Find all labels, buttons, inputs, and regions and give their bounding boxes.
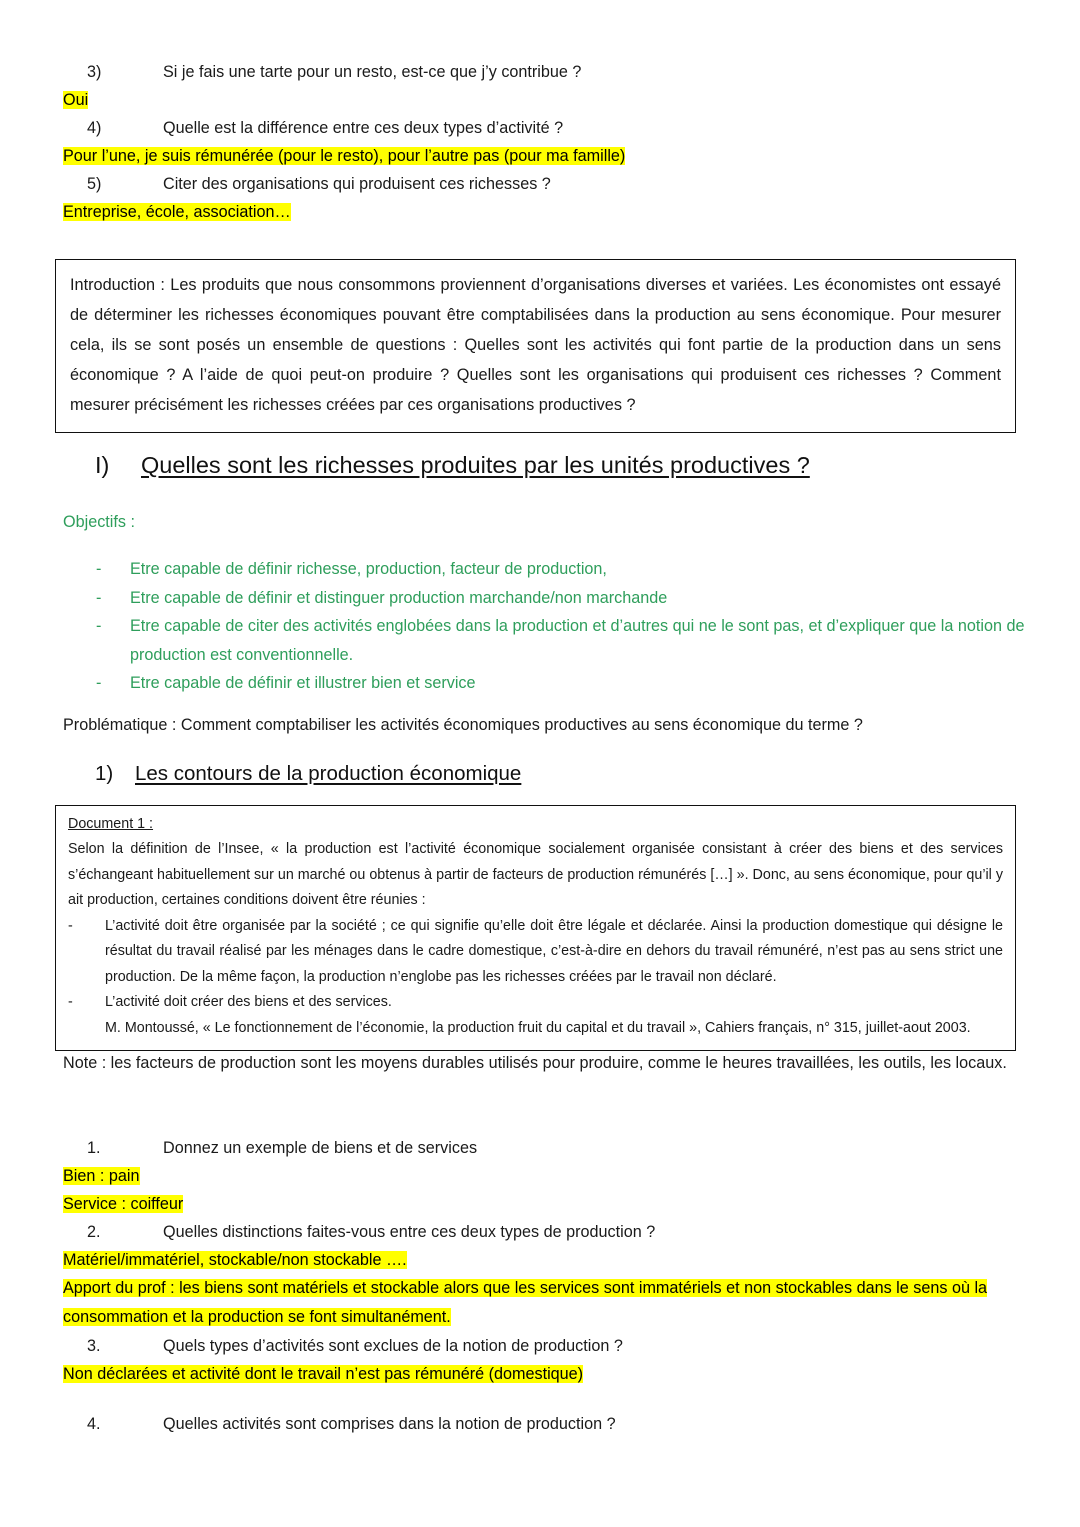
- section-heading-1-title: Quelles sont les richesses produites par les unités productives ?: [141, 452, 810, 478]
- exercise-answer-1-line-1-text: Bien : pain: [63, 1167, 140, 1185]
- exercise-answer-3: [63, 1360, 1023, 1388]
- question-3: [63, 58, 1023, 86]
- section-heading-1: [95, 450, 810, 480]
- subsection-heading-1-title: Les contours de la production économique: [135, 762, 522, 785]
- exercise-question-1: [63, 1134, 1023, 1162]
- exercises-block: [63, 1134, 1023, 1438]
- exercise-question-3: [63, 1332, 1023, 1360]
- document-1-source: M. Montoussé, « Le fonctionnement de l’économie, la production fruit du capital et du travail », Cahiers français, n° 315, juillet-aout 2003.: [105, 1019, 971, 1036]
- objectif-item: - Etre capable de définir et distinguer production marchande/non marchande: [96, 584, 1026, 613]
- problematique-line: Problématique : Comment comptabiliser les activités économiques productives au sens économique du terme ?: [63, 716, 863, 734]
- note-paragraph: Note : les facteurs de production sont les moyens durables utilisés pour produire, comme le heures travaillées, les outils, les locaux.: [63, 1054, 1007, 1072]
- question-4: [63, 114, 1023, 142]
- exercise-answer-3-text: Non déclarées et activité dont le travail n’est pas rémunéré (domestique): [63, 1365, 584, 1383]
- exercise-question-2-text: Quelles distinctions faites-vous entre ces deux types de production ?: [163, 1223, 656, 1241]
- answer-3-text: Oui: [63, 91, 89, 109]
- document-1-box: [55, 805, 1016, 1051]
- question-5-text: Citer des organisations qui produisent ces richesses ?: [163, 175, 551, 193]
- question-3-number: 3): [87, 63, 102, 81]
- exercise-answer-2-line-2-text: Apport du prof : les biens sont matériels et stockable alors que les services sont immatériels et non stockables dans le sens où la consommation et la production se font simultanément.: [63, 1279, 988, 1326]
- objectifs-list: [96, 555, 1026, 698]
- answer-5: [63, 198, 1023, 226]
- subsection-heading-1: [95, 760, 521, 788]
- exercise-answer-2-line-1-text: Matériel/immatériel, stockable/non stockable ….: [63, 1251, 407, 1269]
- objectif-item: - Etre capable de définir et illustrer bien et service: [96, 669, 1026, 698]
- answer-5-text: Entreprise, école, association…: [63, 203, 291, 221]
- introduction-text: Introduction : Les produits que nous consommons proviennent d’organisations diverses et variées. Les économistes ont essayé de déterminer les richesses économiques pouvant être comptabilisées dans la production au sens économique. Pour mesurer cela, ils se sont posés un ensemble de questions : Quelles sont les activités qui font partie de la production dans un sens économique ? A l’aide de quoi peut-on produire ? Quelles sont les organisations qui produisent ces richesses ? Comment mesurer précisément les richesses créées par ces organisations productives ?: [70, 276, 1001, 414]
- objectif-item: - Etre capable de définir richesse, production, facteur de production,: [96, 555, 1026, 584]
- question-5: [63, 170, 1023, 198]
- document-1-conditions: [68, 914, 1003, 1016]
- exercise-question-2: [63, 1218, 1023, 1246]
- answer-3: [63, 86, 1023, 114]
- question-4-text: Quelle est la différence entre ces deux types d’activité ?: [163, 119, 564, 137]
- answer-4-text: Pour l’une, je suis rémunérée (pour le resto), pour l’autre pas (pour ma famille): [63, 147, 626, 165]
- answer-4: [63, 142, 1023, 170]
- exercise-question-4: [63, 1410, 1023, 1438]
- objectif-item: - Etre capable de citer des activités englobées dans la production et d’autres qui ne le sont pas, et d’expliquer que la notion de production est conventionnelle.: [96, 612, 1026, 669]
- question-5-number: 5): [87, 175, 102, 193]
- exercise-question-1-number: 1.: [87, 1139, 101, 1157]
- document-1-condition: - L’activité doit créer des biens et des services.: [68, 990, 1003, 1016]
- top-questions-block: [63, 58, 1023, 226]
- exercise-answer-1-line-1: [63, 1162, 1023, 1190]
- document-1-intro: Selon la définition de l’Insee, « la production est l’activité économique socialement organisée consistant à créer des biens et des services s’échangeant habituellement sur un marché ou obtenus à partir de facteurs de production rémunérés […] ». Donc, au sens économique, pour qu’il y ait production, certaines conditions doivent être réunies :: [68, 841, 1003, 908]
- document-1-condition: - L’activité doit être organisée par la société ; ce qui signifie qu’elle doit être légale et déclarée. Ainsi la production domestique qui désigne le résultat du travail réalisé par les ménages dans le cadre domestique, c’est-à-dire en dehors du travail rémunéré, n’est pas au sens strict une production. De la même façon, la production n’englobe pas les richesses créées par le travail non déclaré.: [68, 914, 1003, 991]
- introduction-box: [55, 259, 1016, 433]
- exercise-question-3-number: 3.: [87, 1337, 101, 1355]
- exercise-question-2-number: 2.: [87, 1223, 101, 1241]
- exercise-question-1-text: Donnez un exemple de biens et de services: [163, 1139, 478, 1157]
- exercise-question-3-text: Quels types d’activités sont exclues de la notion de production ?: [163, 1337, 623, 1355]
- exercise-answer-2-line-2: [63, 1274, 1023, 1332]
- document-1-title: Document 1 :: [68, 816, 154, 832]
- exercise-question-4-text: Quelles activités sont comprises dans la notion de production ?: [163, 1415, 616, 1433]
- question-3-text: Si je fais une tarte pour un resto, est-ce que j’y contribue ?: [163, 63, 582, 81]
- section-heading-1-number: I): [95, 452, 110, 478]
- exercise-answer-1-line-2: [63, 1190, 1023, 1218]
- exercise-question-4-number: 4.: [87, 1415, 101, 1433]
- question-4-number: 4): [87, 119, 102, 137]
- exercise-answer-2-line-1: [63, 1246, 1023, 1274]
- subsection-heading-1-number: 1): [95, 762, 114, 785]
- objectifs-label: Objectifs :: [63, 513, 135, 531]
- exercise-answer-1-line-2-text: Service : coiffeur: [63, 1195, 184, 1213]
